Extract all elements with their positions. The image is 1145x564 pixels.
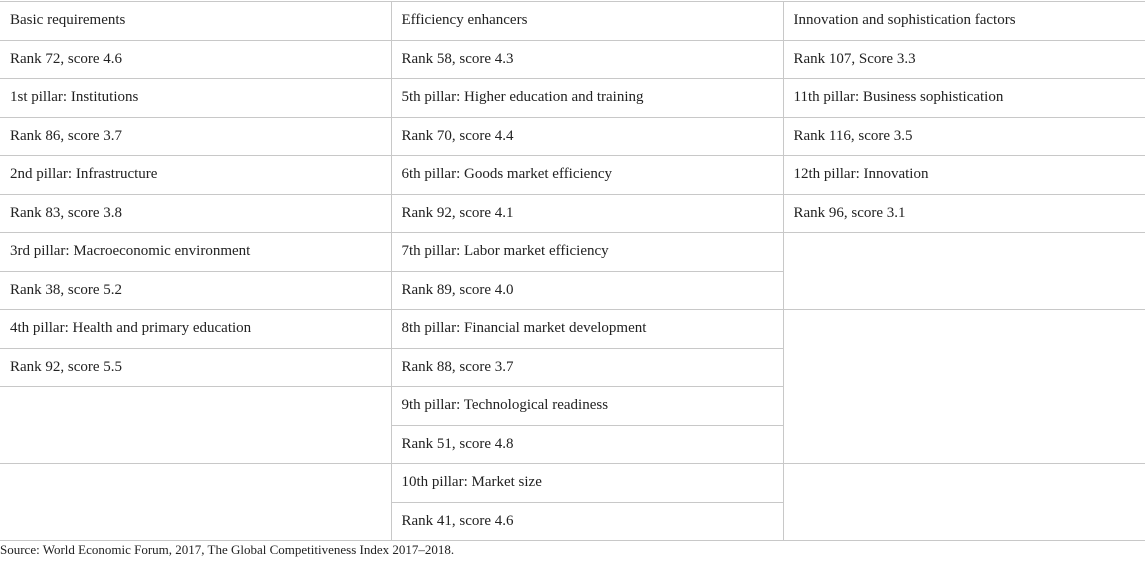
table-cell: Rank 116, score 3.5 (783, 117, 1145, 156)
table-cell: 6th pillar: Goods market efficiency (391, 156, 783, 195)
table-cell: 3rd pillar: Macroeconomic environment (0, 233, 391, 272)
table-cell: Rank 92, score 4.1 (391, 194, 783, 233)
header-basic-requirements: Basic requirements (0, 2, 391, 41)
empty-cell (0, 387, 391, 464)
source-footnote: Source: World Economic Forum, 2017, The Global Competitiveness Index 2017–2018. (0, 542, 455, 557)
table-cell: Rank 51, score 4.8 (391, 425, 783, 464)
table-row (0, 233, 1145, 272)
empty-cell (783, 310, 1145, 464)
table-cell: 9th pillar: Technological readiness (391, 387, 783, 426)
empty-cell (0, 464, 391, 541)
table-cell: 2nd pillar: Infrastructure (0, 156, 391, 195)
table-row (0, 156, 1145, 195)
table-row (0, 40, 1145, 79)
table-header-row (0, 2, 1145, 41)
header-efficiency-enhancers: Efficiency enhancers (391, 2, 783, 41)
table-cell: Rank 89, score 4.0 (391, 271, 783, 310)
table-row (0, 194, 1145, 233)
table-cell: 1st pillar: Institutions (0, 79, 391, 118)
competitiveness-table (0, 1, 1145, 541)
table-cell: 8th pillar: Financial market development (391, 310, 783, 349)
table-row (0, 310, 1145, 349)
table-row (0, 117, 1145, 156)
table-cell: 4th pillar: Health and primary education (0, 310, 391, 349)
table-cell: Rank 72, score 4.6 (0, 40, 391, 79)
table-cell: Rank 38, score 5.2 (0, 271, 391, 310)
table-cell: Rank 96, score 3.1 (783, 194, 1145, 233)
table-cell: Rank 86, score 3.7 (0, 117, 391, 156)
table-cell: 5th pillar: Higher education and training (391, 79, 783, 118)
table-cell: Rank 70, score 4.4 (391, 117, 783, 156)
table-cell: Rank 88, score 3.7 (391, 348, 783, 387)
table-row (0, 79, 1145, 118)
table-cell: Rank 92, score 5.5 (0, 348, 391, 387)
table-cell: 12th pillar: Innovation (783, 156, 1145, 195)
table-cell: Rank 107, Score 3.3 (783, 40, 1145, 79)
table-cell: Rank 83, score 3.8 (0, 194, 391, 233)
empty-cell (783, 233, 1145, 310)
table-cell: 7th pillar: Labor market efficiency (391, 233, 783, 272)
table-cell: 10th pillar: Market size (391, 464, 783, 503)
table-row (0, 464, 1145, 503)
table-cell: Rank 41, score 4.6 (391, 502, 783, 541)
table-cell: 11th pillar: Business sophistication (783, 79, 1145, 118)
header-innovation-factors: Innovation and sophistication factors (783, 2, 1145, 41)
table-cell: Rank 58, score 4.3 (391, 40, 783, 79)
empty-cell (783, 464, 1145, 541)
